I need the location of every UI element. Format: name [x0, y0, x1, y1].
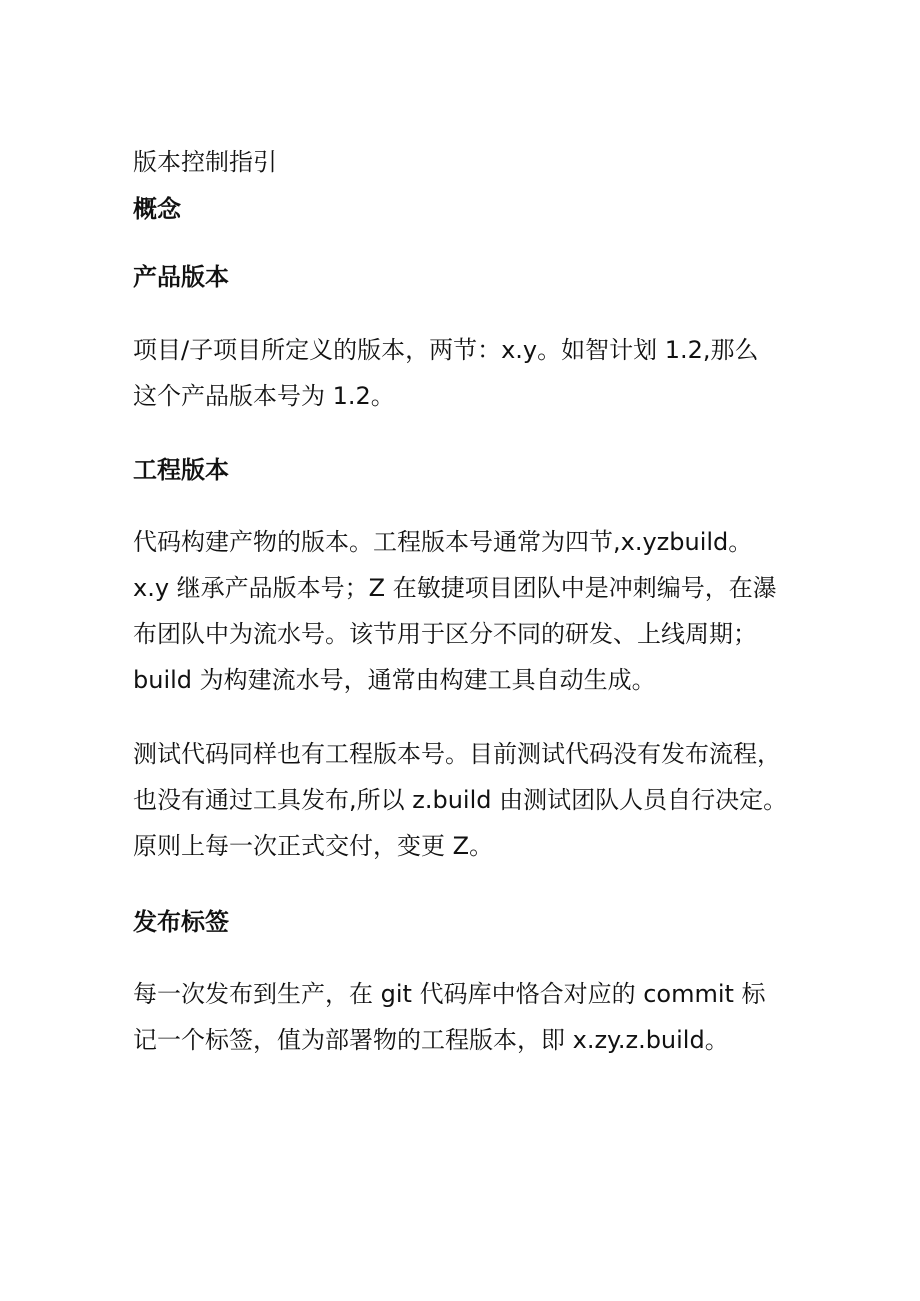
section-heading-concepts: 概念 — [133, 195, 181, 223]
paragraph-line: 记一个标签，值为部署物的工程版本，即 x.zy.z.build。 — [133, 1026, 729, 1054]
release-tag-paragraph — [133, 971, 766, 1063]
paragraph-line: build 为构建流水号，通常由构建工具自动生成。 — [133, 666, 656, 694]
heading-release-tag: 发布标签 — [133, 908, 229, 936]
engineering-version-paragraph-1 — [133, 519, 777, 703]
paragraph-line: 项目/子项目所定义的版本，两节：x.y。如智计划 1.2,那么 — [133, 336, 759, 364]
paragraph-line: 原则上每一次正式交付，变更 Z。 — [133, 832, 494, 860]
heading-engineering-version: 工程版本 — [133, 456, 229, 484]
paragraph-line: 也没有通过工具发布,所以 z.build 由测试团队人员自行决定。 — [133, 786, 788, 814]
document-title: 版本控制指引 — [133, 148, 277, 176]
paragraph-line: 每一次发布到生产，在 git 代码库中恪合对应的 commit 标 — [133, 980, 766, 1008]
paragraph-line: 测试代码同样也有工程版本号。目前测试代码没有发布流程， — [133, 740, 781, 768]
heading-product-version: 产品版本 — [133, 263, 229, 291]
paragraph-line: 这个产品版本号为 1.2。 — [133, 382, 395, 410]
paragraph-line: 布团队中为流水号。该节用于区分不同的研发、上线周期； — [133, 620, 757, 648]
engineering-version-paragraph-2 — [133, 731, 787, 869]
paragraph-line: 代码构建产物的版本。工程版本号通常为四节,x.yzbuild。 — [133, 528, 753, 556]
paragraph-line: x.y 继承产品版本号；Z 在敏捷项目团队中是冲刺编号，在瀑 — [133, 574, 777, 602]
product-version-paragraph — [133, 327, 759, 419]
